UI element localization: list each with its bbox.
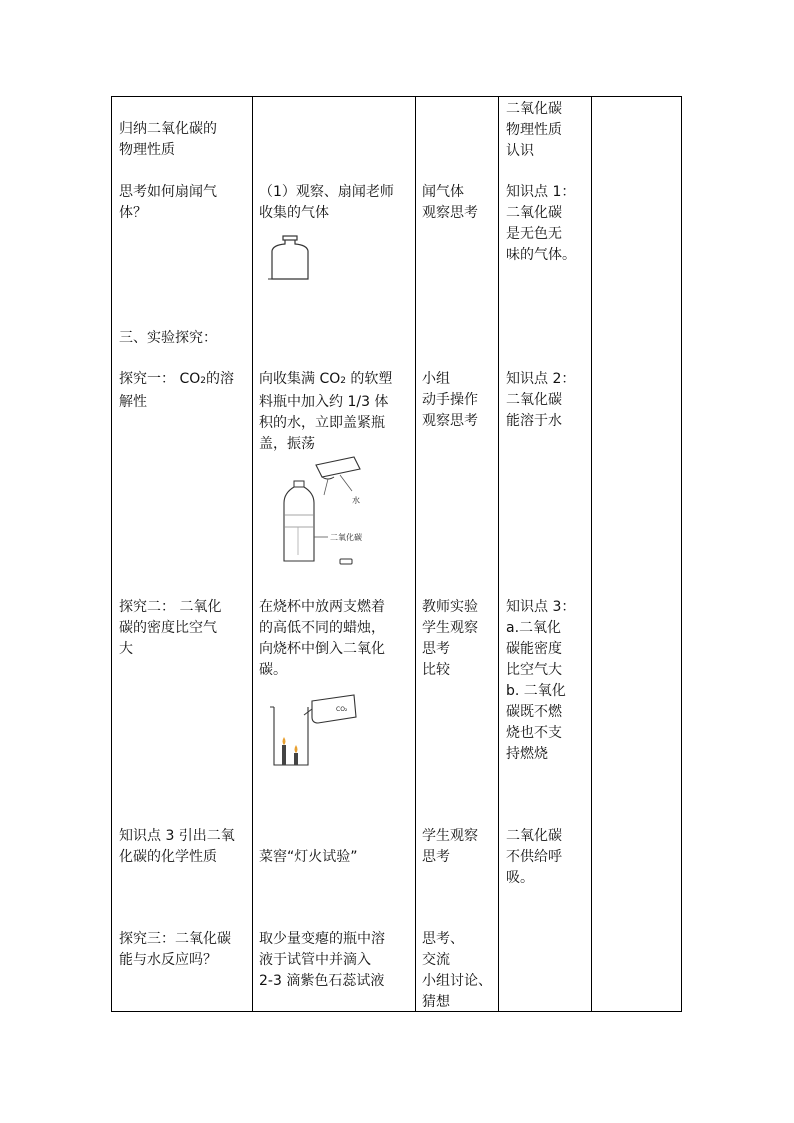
co2-figure-label: CO₂ (336, 706, 348, 713)
cell-knowledge-point-1: 知识点 1： 二氧化碳 是无色无 味的气体。 (506, 184, 576, 263)
cell-explore-2: 探究二： 二氧化 碳的密度比空气 大 (119, 599, 222, 657)
column-divider (252, 97, 253, 1011)
cell-candle-procedure: 在烧杯中放两支燃着 的高低不同的蜡烛， 向烧杯中倒入二氧化 碳。 (259, 599, 385, 678)
section-heading-experiment: 三、实验探究： (119, 330, 217, 346)
cell-chemical-properties-intro: 知识点 3 引出二氧 化碳的化学性质 (119, 828, 235, 865)
water-label: 水 (352, 496, 360, 505)
beaker-candle-figure (268, 693, 358, 773)
lesson-table (111, 96, 682, 1012)
cell-fan-smell-question: 思考如何扇闻气 体？ (119, 184, 217, 221)
cell-summary-physical-properties: 归纳二氧化碳的 物理性质 (119, 121, 217, 158)
cell-observe-gas: （1）观察、扇闻老师 收集的气体 (259, 184, 394, 221)
cell-knowledge-point-2: 知识点 2： 二氧化碳 能溶于水 (506, 371, 576, 429)
cell-discuss-guess: 思考、 交流 小组讨论、 猜想 (422, 931, 492, 1010)
cell-bottle-procedure: 向收集满 CO2 的软塑 料瓶中加入约 1/3 体 积的水，立即盖紧瓶 盖，振荡 (259, 371, 393, 452)
cell-student-observe: 学生观察 思考 (422, 828, 478, 865)
cell-explore-1: 探究一： CO2的溶 解性 (119, 371, 234, 410)
bottle-figure (278, 455, 378, 567)
column-divider (591, 97, 592, 1011)
cell-group-operation: 小组 动手操作 观察思考 (422, 371, 478, 429)
cell-teacher-demo: 教师实验 学生观察 思考 比较 (422, 599, 478, 678)
cell-explore-3: 探究三：二氧化碳 能与水反应吗？ (119, 931, 231, 968)
gas-jar-figure (267, 235, 313, 283)
column-divider (415, 97, 416, 1011)
cell-litmus-procedure: 取少量变瘪的瓶中溶 液于试管中并滴入 2-3 滴紫色石蕊试液 (259, 931, 385, 989)
cell-physical-property-title: 二氧化碳 物理性质 认识 (506, 101, 562, 159)
cell-smell-observe: 闻气体 观察思考 (422, 184, 478, 221)
cell-no-respiration: 二氧化碳 不供给呼 吸。 (506, 828, 562, 886)
co2-label: 二氧化碳 (330, 533, 362, 542)
column-divider (498, 97, 499, 1011)
cell-knowledge-point-3: 知识点 3： a.二氧化 碳能密度 比空气大 b. 二氧化 碳既不燃 烧也不支 持燃烧 (506, 599, 576, 762)
cell-cellar-fire-test: 菜窖“灯火试验” (259, 849, 358, 865)
